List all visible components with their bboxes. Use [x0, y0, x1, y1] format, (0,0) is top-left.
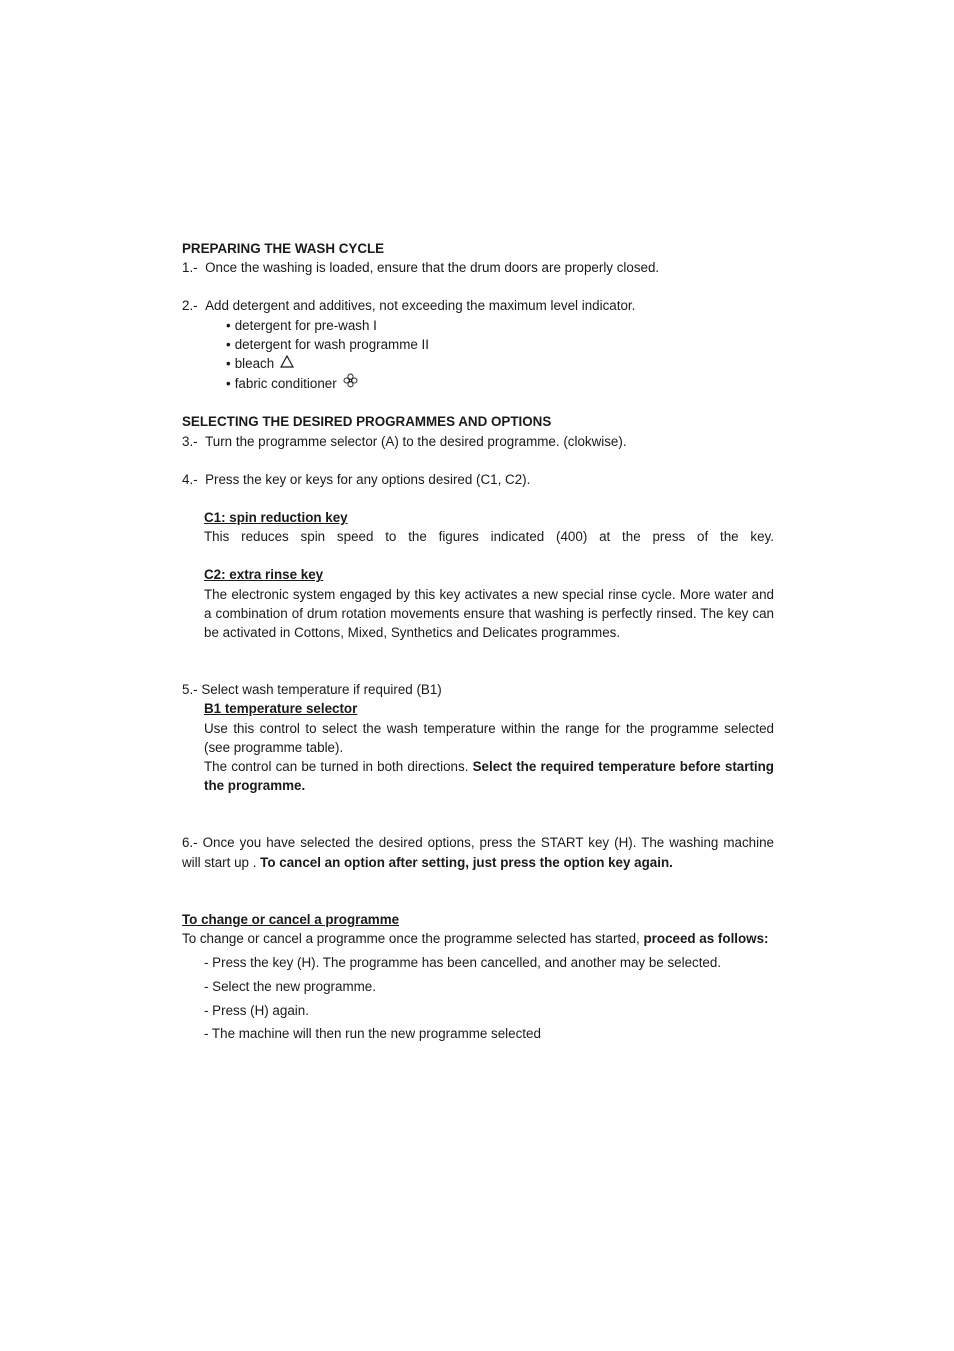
step-2 — [182, 296, 774, 315]
step-6-text: 6.- Once you have selected the desired options, press the START key (H). The washing machine will start up . — [182, 835, 774, 870]
triangle-outline-icon — [280, 354, 294, 373]
step-6 — [182, 833, 774, 871]
step-2-text: Add detergent and additives, not exceeding the maximum level indicator. — [205, 298, 636, 314]
step-4 — [182, 470, 774, 489]
bullet: • — [226, 317, 231, 333]
step-1 — [182, 258, 774, 277]
additives-list — [182, 316, 774, 394]
b1-title: B1 temperature selector — [204, 701, 358, 717]
list-item: - The machine will then run the new programme selected — [204, 1026, 541, 1042]
step-4-number: 4.- — [182, 471, 198, 487]
list-item: - Press the key (H). The programme has been cancelled, and another may be selected. — [204, 955, 722, 971]
bullet: • — [226, 356, 231, 372]
list-item-text: detergent for pre-wash I — [234, 317, 377, 333]
step-1-number: 1.- — [182, 260, 198, 276]
c1-text: This reduces spin speed to the figures indicated (400) at the press of the key. — [204, 529, 774, 545]
list-item — [226, 354, 774, 373]
list-item: - Select the new programme. — [204, 978, 376, 994]
b1-text-2-normal: The control can be turned in both directions. — [204, 759, 469, 775]
b1-text: Use this control to select the wash temperature within the range for the programme selected (see programme table). — [204, 720, 774, 755]
manual-page — [182, 239, 774, 1048]
heading-selecting-programmes: SELECTING THE DESIRED PROGRAMMES AND OPTIONS — [182, 414, 552, 430]
b1-text-2 — [204, 757, 774, 795]
c1-title: C1: spin reduction key — [204, 510, 348, 526]
step-3 — [182, 432, 774, 451]
option-c2 — [182, 565, 774, 642]
change-cancel-intro-bold: proceed as follows: — [643, 931, 769, 947]
option-b1 — [182, 699, 774, 795]
step-1-text: Once the washing is loaded, ensure that the drum doors are properly closed. — [205, 260, 660, 276]
list-item — [226, 316, 774, 335]
heading-preparing-wash-cycle: PREPARING THE WASH CYCLE — [182, 241, 385, 256]
step-2-number: 2.- — [182, 298, 198, 314]
list-item — [226, 373, 774, 393]
change-cancel-title: To change or cancel a programme — [182, 911, 400, 927]
list-item-text: bleach — [234, 356, 275, 372]
list-item-text: detergent for wash programme II — [234, 336, 429, 352]
flower-outline-icon — [343, 373, 358, 393]
list-item-text: fabric conditioner — [234, 375, 337, 391]
step-4-text: Press the key or keys for any options desired (C1, C2). — [205, 471, 531, 487]
step-5-text: 5.- Select wash temperature if required (B1) — [182, 682, 442, 698]
list-item — [226, 335, 774, 354]
step-6-bold-text: To cancel an option after setting, just press the option key again. — [260, 854, 673, 870]
c2-title: C2: extra rinse key — [204, 567, 324, 583]
list-item: - Press (H) again. — [204, 1002, 309, 1018]
change-cancel-intro — [182, 929, 774, 948]
b1-text-2-bold: Select the required temperature before starting the programme. — [204, 759, 774, 794]
step-3-number: 3.- — [182, 433, 198, 449]
bullet: • — [226, 375, 231, 391]
bullet: • — [226, 336, 231, 352]
option-c1 — [182, 508, 774, 546]
step-3-text: Turn the programme selector (A) to the desired programme. (clokwise). — [205, 433, 627, 449]
c2-text: The electronic system engaged by this key activates a new special rinse cycle. More water and a combination of drum rotation movements ensure that washing is perfectly rinsed. The key can be activated in Cottons, Mixed, Synthetics and Delicates programmes. — [204, 586, 774, 641]
change-cancel-intro-text: To change or cancel a programme once the programme selected has started, — [182, 931, 640, 947]
change-cancel-steps — [182, 953, 774, 1043]
